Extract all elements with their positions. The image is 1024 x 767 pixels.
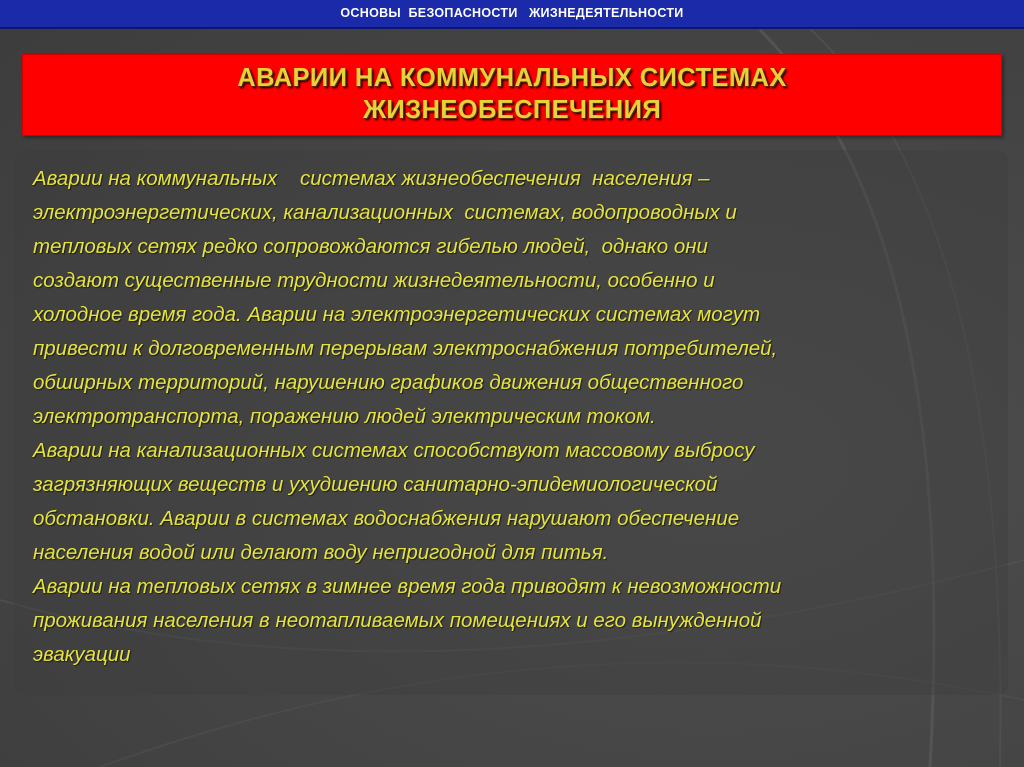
body-text-line: электротранспорта, поражению людей электрическим током. xyxy=(33,405,656,428)
body-text-line: загрязняющих веществ и ухудшению санитарно-эпидемиологической xyxy=(33,473,718,496)
body-text-line: населения водой или делают воду непригодной для питья. xyxy=(33,541,609,564)
body-text-line: проживания населения в неотапливаемых помещениях и его вынужденной xyxy=(33,609,762,632)
body-text-line: обстановки. Аварии в системах водоснабжения нарушают обеспечение xyxy=(33,507,740,530)
body-text-line: Аварии на коммунальных системах жизнеобеспечения населения – xyxy=(33,167,710,190)
body-text-line: электроэнергетических, канализационных системах, водопроводных и xyxy=(33,201,737,224)
body-text-line: Аварии на канализационных системах способствуют массовому выбросу xyxy=(33,439,755,462)
body-text-line: тепловых сетях редко сопровождаются гибелью людей, однако они xyxy=(33,235,708,258)
body-text-line: холодное время года. Аварии на электроэнергетических системах могут xyxy=(33,303,761,326)
body-text-line: обширных территорий, нарушению графиков движения общественного xyxy=(33,371,744,394)
header-bar xyxy=(0,0,1024,29)
header-title: ОСНОВЫ БЕЗОПАСНОСТИ ЖИЗНЕДЕЯТЕЛЬНОСТИ xyxy=(340,6,684,20)
slide-title-line-2: ЖИЗНЕОБЕСПЕЧЕНИЯ xyxy=(362,96,662,124)
slide-title-line-1: АВАРИИ НА КОММУНАЛЬНЫХ СИСТЕМАХ xyxy=(237,64,787,92)
body-text-line: создают существенные трудности жизнедеятельности, особенно и xyxy=(33,269,715,292)
body-text-line: Аварии на тепловых сетях в зимнее время года приводят к невозможности xyxy=(33,575,782,598)
slide-title-box xyxy=(22,54,1002,136)
body-text-line: привести к долговременным перерывам электроснабжения потребителей, xyxy=(33,337,778,360)
body-text-line: эвакуации xyxy=(33,643,131,666)
